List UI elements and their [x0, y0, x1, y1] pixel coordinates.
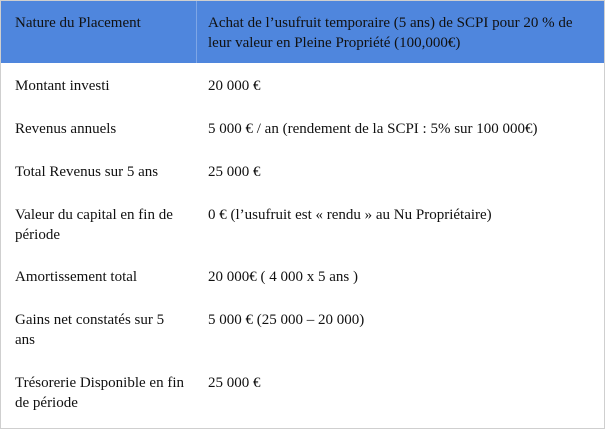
row-value-amortissement: 20 000€ ( 4 000 x 5 ans ) — [208, 269, 358, 285]
row-value-gains-net: 5 000 € (25 000 – 20 000) — [208, 312, 365, 328]
row-label-total-revenus: Total Revenus sur 5 ans — [15, 164, 159, 180]
row-label-amortissement: Amortissement total — [15, 269, 138, 285]
row-label-revenus-annuels: Revenus annuels — [15, 121, 117, 137]
row-value-revenus-annuels: 5 000 € / an (rendement de la SCPI : 5% sur 100 000€) — [208, 121, 538, 137]
row-value-montant-investi: 20 000 € — [208, 78, 261, 94]
row-value-valeur-capital: 0 € (l’usufruit est « rendu » au Nu Propriétaire) — [208, 207, 492, 223]
row-label-tresorerie: Trésorerie Disponible en fin de période — [15, 375, 184, 411]
row-value-tresorerie: 25 000 € — [208, 375, 261, 391]
row-label-montant-investi: Montant investi — [15, 78, 110, 94]
row-label-valeur-capital: Valeur du capital en fin de période — [15, 207, 173, 243]
row-label-gains-net: Gains net constatés sur 5 ans — [15, 312, 165, 348]
header-col2: Achat de l’usufruit temporaire (5 ans) de SCPI pour 20 % de leur valeur en Pleine Propriété (100,000€) — [208, 15, 573, 51]
row-value-total-revenus: 25 000 € — [208, 164, 261, 180]
header-divider — [196, 1, 197, 63]
header-col1: Nature du Placement — [15, 15, 141, 31]
table-header — [1, 1, 604, 63]
